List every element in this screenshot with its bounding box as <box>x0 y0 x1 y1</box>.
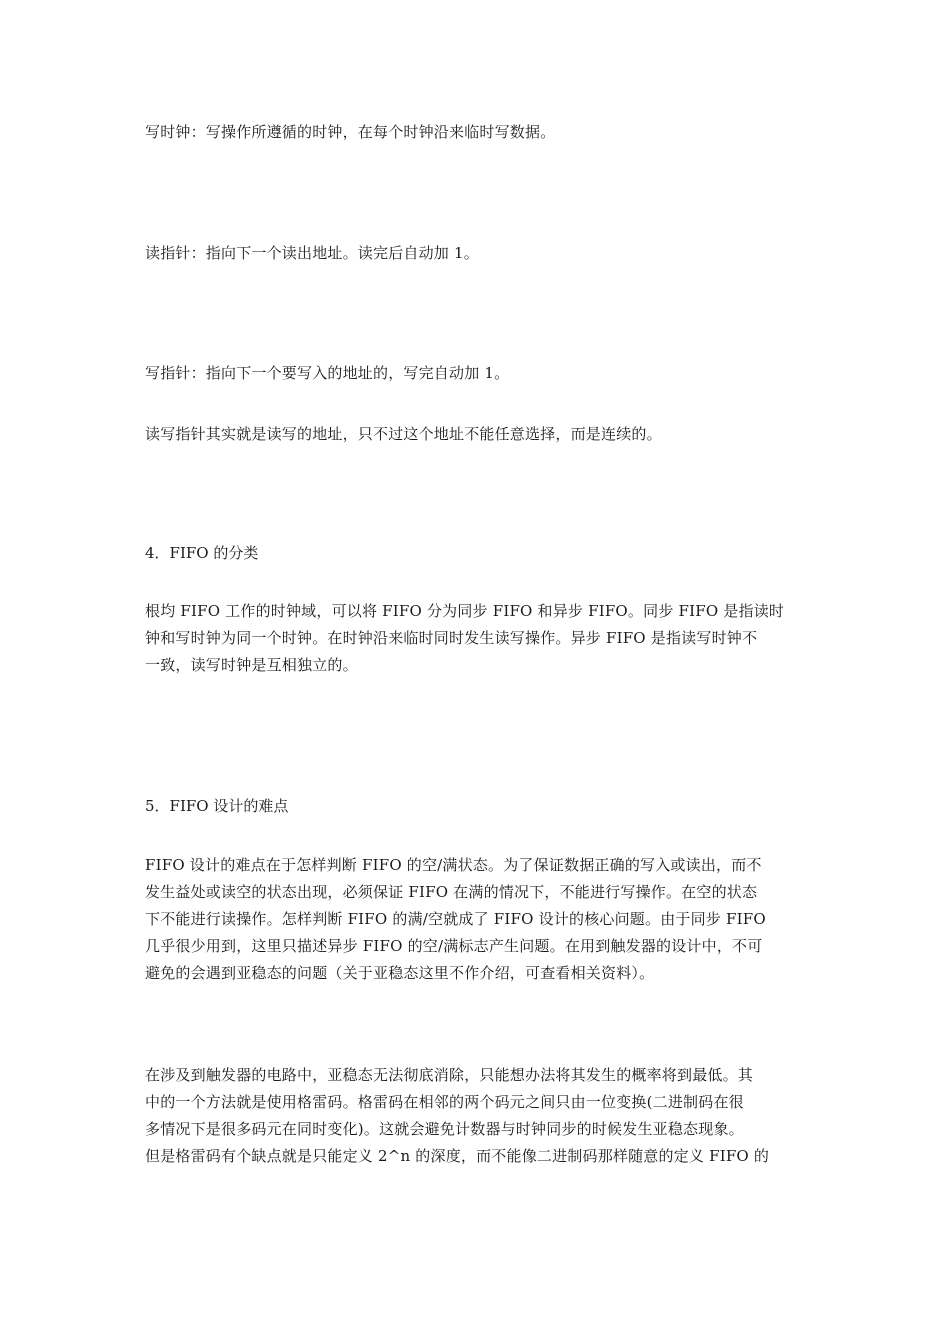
text-line: 但是格雷码有个缺点就是只能定义 2^n 的深度，而不能像二进制码那样随意的定义 FIFO 的 <box>145 1147 770 1165</box>
section-5-paragraph-2 <box>145 1062 810 1170</box>
text-line: 发生益处或读空的状态出现，必须保证 FIFO 在满的情况下，不能进行写操作。在空的状态 <box>145 883 758 901</box>
text-line: 几乎很少用到，这里只描述异步 FIFO 的空/满标志产生问题。在用到触发器的设计中，不可 <box>145 937 763 955</box>
section-4-paragraph <box>145 598 810 679</box>
text-line: 中的一个方法就是使用格雷码。格雷码在相邻的两个码元之间只由一位变换(二进制码在很 <box>145 1093 744 1111</box>
text-line: 钟和写时钟为同一个时钟。在时钟沿来临时同时发生读写操作。异步 FIFO 是指读写时钟不 <box>145 629 758 647</box>
text-line: FIFO 设计的难点在于怎样判断 FIFO 的空/满状态。为了保证数据正确的写入或读出，而不 <box>145 856 762 874</box>
text-line: 下不能进行读操作。怎样判断 FIFO 的满/空就成了 FIFO 设计的核心问题。由于同步 FIFO <box>145 910 766 928</box>
paragraph-write-clock: 写时钟：写操作所遵循的时钟，在每个时钟沿来临时写数据。 <box>145 123 556 141</box>
section-4-heading: 4．FIFO 的分类 <box>145 544 259 562</box>
text-line: 一致，读写时钟是互相独立的。 <box>145 656 358 674</box>
section-5-heading: 5．FIFO 设计的难点 <box>145 797 289 815</box>
text-line: 多情况下是很多码元在同时变化)。这就会避免计数器与时钟同步的时候发生亚稳态现象。 <box>145 1120 744 1138</box>
text-line: 根均 FIFO 工作的时钟域，可以将 FIFO 分为同步 FIFO 和异步 FIFO。同步 FIFO 是指读时 <box>145 602 785 620</box>
text-line: 在涉及到触发器的电路中，亚稳态无法彻底消除，只能想办法将其发生的概率将到最低。其 <box>145 1066 754 1084</box>
paragraph-pointers-note: 读写指针其实就是读写的地址，只不过这个地址不能任意选择，而是连续的。 <box>145 425 662 443</box>
paragraph-read-pointer: 读指针：指向下一个读出地址。读完后自动加 1。 <box>145 244 479 262</box>
section-5-paragraph-1 <box>145 852 810 987</box>
paragraph-write-pointer: 写指针：指向下一个要写入的地址的，写完自动加 1。 <box>145 364 510 382</box>
text-line: 避免的会遇到亚稳态的问题（关于亚稳态这里不作介绍，可查看相关资料）。 <box>145 964 655 982</box>
